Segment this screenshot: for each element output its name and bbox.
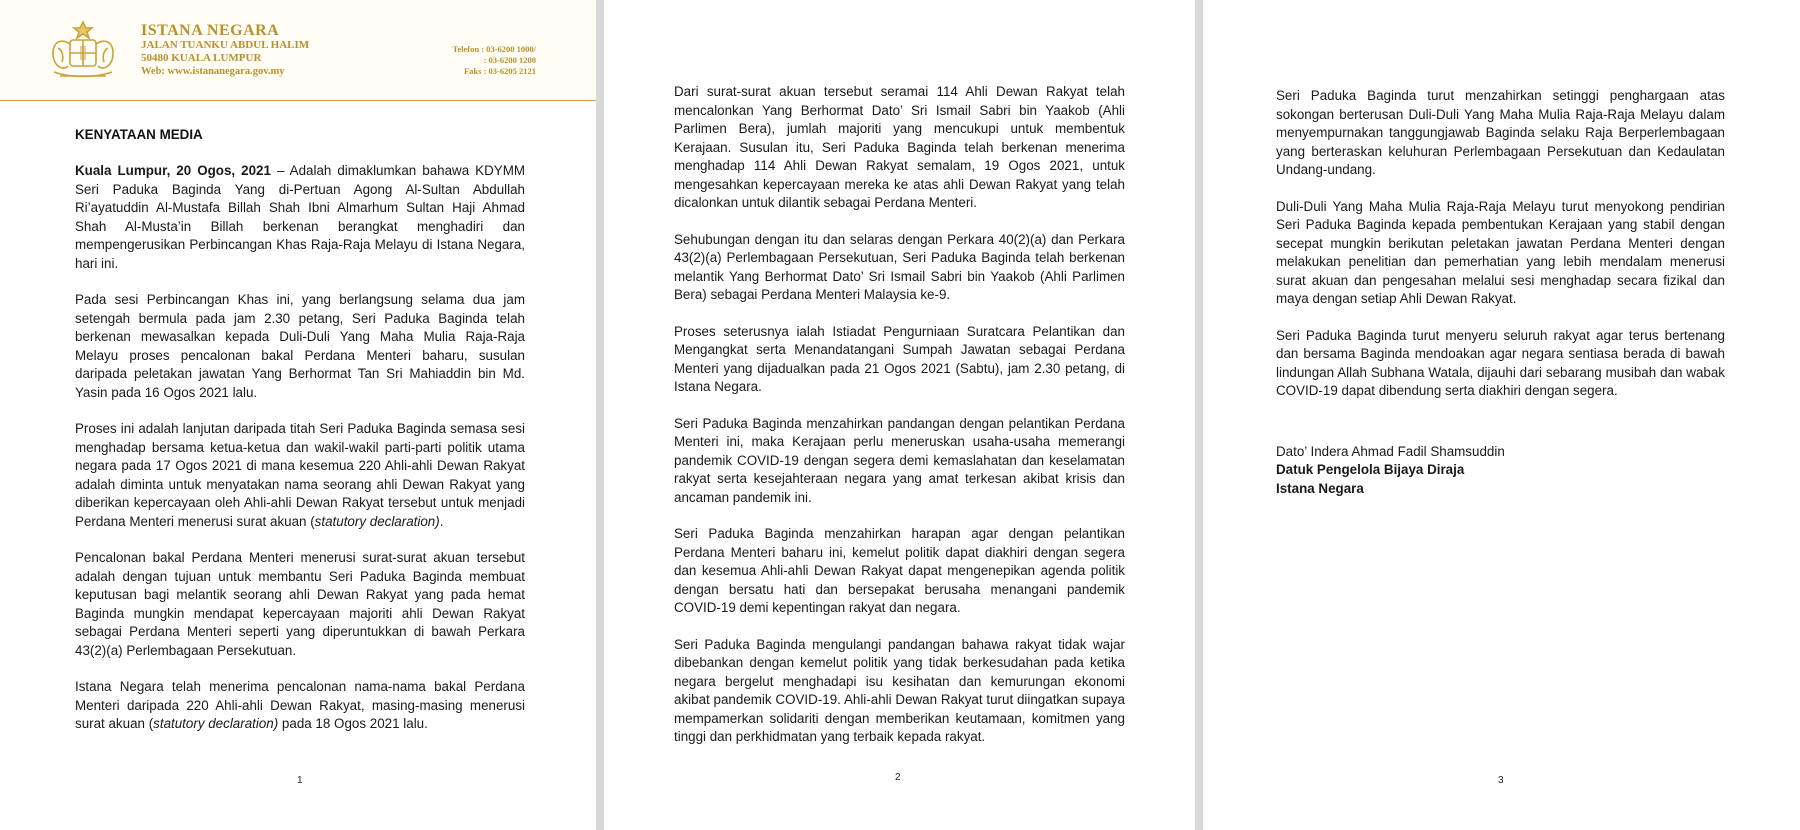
signatory-name: Dato’ Indera Ahmad Fadil Shamsuddin	[1276, 443, 1505, 459]
paragraph: Kuala Lumpur, 20 Ogos, 2021 – Adalah dimaklumkan bahawa KDYMM Seri Paduka Baginda Yang di-Pertuan Agong Al-Sultan Abdullah Ri’ayatuddin Al-Mustafa Billah Shah Ibni Almarhum Sultan Haji Ahmad Shah Al-Musta’in Billah berkenan berangkat menghadiri dan mempengerusikan Perbincangan Khas Raja-Raja Melayu di Istana Negara, hari ini.	[75, 163, 526, 271]
paragraph: Proses ini adalah lanjutan daripada titah Seri Paduka Baginda semasa sesi menghadap bersama ketua-ketua dan wakil-wakil parti-parti politik utama negara pada 17 Ogos 2021 di mana kesemua 220 Ahli-ahli Dewan Rakyat adalah diminta untuk menyatakan nama seorang ahli Dewan Rakyat yang diberikan kepercayaan oleh Ahli-ahli Dewan Rakyat tersebut untuk menjadi Perdana Menteri menerusi surat akuan (statutory declaration).	[75, 421, 525, 529]
paragraph: Pencalonan bakal Perdana Menteri menerusi surat-surat akuan tersebut adalah dengan tujuan untuk membantu Seri Paduka Baginda membuat keputusan bagi melantik seorang ahli Dewan Rakyat yang pada hemat Baginda mungkin mendapat kepercayaan majoriti ahli Dewan Rakyat sebagai Perdana Menteri seperti yang diperuntukkan di bawah Perkara 43(2)(a) Perlembagaan Persekutuan.	[75, 550, 525, 658]
document-page-1	[0, 0, 596, 830]
page-number: 1	[297, 775, 303, 786]
signatory-title: Datuk Pengelola Bijaya Diraja	[1276, 462, 1465, 477]
document-page-2	[604, 0, 1195, 830]
paragraph: Seri Paduka Baginda menzahirkan harapan agar dengan pelantikan Perdana Menteri baharu ini, kemelut politik dapat diakhiri dengan segera dan kesemua Ahli-ahli Dewan Rakyat dapat mengenepikan agenda politik dengan bersatu hati dan bersepakat berusaha menangani pandemik COVID-19 demi kepentingan rakyat dan negara.	[674, 526, 1125, 615]
phone-line-1: Telefon : 03-6200 1000/	[452, 44, 536, 54]
org-name: ISTANA NEGARA	[141, 22, 280, 39]
address-line-1: JALAN TUANKU ABDUL HALIM	[141, 39, 310, 51]
signature-block	[1276, 443, 1725, 499]
paragraph: Sehubungan dengan itu dan selaras dengan Perkara 40(2)(a) dan Perkara 43(2)(a) Perlembagaan Persekutuan, Seri Paduka Baginda telah berkenan melantik Yang Berhormat Dato’ Sri Ismail Sabri bin Yaakob (Ahli Parlimen Bera) sebagai Perdana Menteri Malaysia ke-9.	[674, 231, 1125, 302]
paragraph: Seri Paduka Baginda menzahirkan pandangan dengan pelantikan Perdana Menteri ini, maka Kerajaan perlu meneruskan usaha-usaha memerangi pandemik COVID-19 dengan segera demi kemaslahatan dan keselamatan rakyat serta kesejahteraan negara yang amat terkesan akibat krisis dan ancaman pandemik ini.	[674, 415, 1125, 505]
paragraph: Pada sesi Perbincangan Khas ini, yang berlangsung selama dua jam setengah bermula pada jam 2.30 petang, Seri Paduka Baginda telah berkenan mewasalkan kepada Duli-Duli Yang Maha Mulia Raja-Raja Melayu proses pencalonan bakal Perdana Menteri baharu, susulan daripada peletakan jawatan Yang Berhormat Tan Sri Mahiaddin bin Md. Yasin pada 16 Ogos 2021 lalu.	[75, 292, 525, 400]
page-3-body	[1276, 87, 1725, 498]
royal-crest-icon	[40, 16, 126, 84]
fax-line: Faks : 03-6205 2121	[463, 66, 536, 76]
address-line-2: 50480 KUALA LUMPUR	[141, 52, 262, 64]
phone-line-2: : 03-6200 1200	[483, 55, 536, 65]
letterhead	[0, 0, 596, 101]
document-heading: KENYATAAN MEDIA	[75, 127, 203, 142]
letterhead-address-block	[141, 22, 309, 78]
paragraph: Seri Paduka Baginda turut menzahirkan setinggi penghargaan atas sokongan berterusan Duli-Duli Yang Maha Mulia Raja-Raja Melayu dalam menyempurnakan tanggungjawab Baginda selaku Raja Berperlembagaan yang berteraskan keluhuran Perlembagaan Persekutuan dan Kedaulatan Undang-undang.	[1276, 88, 1725, 177]
paragraph: Duli-Duli Yang Maha Mulia Raja-Raja Melayu turut menyokong pendirian Seri Paduka Baginda kepada pembentukan Kerajaan yang stabil dengan secepat mungkin berikutan peletakan jawatan Perdana Menteri dengan melakukan penelitian dan pemerhatian yang lebih mendalam menerusi surat akuan dan pengesahan melalui sesi menghadap secara fizikal dan maya dengan setiap Ahli Dewan Rakyat.	[1276, 198, 1725, 306]
website-line: Web: www.istananegara.gov.my	[141, 66, 285, 77]
paragraph: Seri Paduka Baginda mengulangi pandangan bahawa rakyat tidak wajar dibebankan dengan kemelut politik yang tidak berkesudahan pada ketika negara bergelut menghadapi isu kesihatan dan kemurungan ekonomi akibat pandemik COVID-19. Ahli-ahli Dewan Rakyat turut diingatkan supaya mempamerkan solidariti dengan memberikan keutamaan, komitmen yang tinggi dan perkhidmatan yang terbaik kepada rakyat.	[674, 636, 1125, 744]
paragraph: Istana Negara telah menerima pencalonan nama-nama bakal Perdana Menteri daripada 220 Ahli-ahli Dewan Rakyat, masing-masing menerusi surat akuan (statutory declaration) pada 18 Ogos 2021 lalu.	[75, 679, 525, 731]
page-number: 2	[895, 772, 901, 783]
paragraph: Proses seterusnya ialah Istiadat Pengurniaan Suratcara Pelantikan dan Mengangkat serta Menandatangani Sumpah Jawatan sebagai Perdana Menteri yang dijadualkan pada 21 Ogos 2021 (Sabtu), jam 2.30 petang, di Istana Negara.	[674, 323, 1125, 394]
signatory-org: Istana Negara	[1276, 480, 1364, 496]
contact-block	[452, 44, 536, 77]
paragraph: Seri Paduka Baginda turut menyeru seluruh rakyat agar terus bertenang dan bersama Baginda mendoakan agar negara sentiasa berada di bawah lindungan Allah Subhana Watala, dijauhi dari sebarang musibah dan wabak COVID-19 dapat dibendung serta diakhiri dengan segera.	[1276, 327, 1725, 398]
page-number: 3	[1498, 775, 1504, 786]
page-2-body	[674, 83, 1125, 765]
document-page-3	[1203, 0, 1800, 830]
dateline: Kuala Lumpur, 20 Ogos, 2021	[75, 163, 271, 178]
paragraph: Dari surat-surat akuan tersebut seramai 114 Ahli Dewan Rakyat telah mencalonkan Yang Berhormat Dato’ Sri Ismail Sabri bin Yaakob (Ahli Parlimen Bera), jumlah majoriti yang mencukupi untuk membentuk Kerajaan. Susulan itu, Seri Paduka Baginda telah berkenan menerima menghadap 114 Ahli Dewan Rakyat semalam, 19 Ogos 2021, untuk mengesahkan kepercayaan mereka ke atas ahli Dewan Rakyat yang telah dicalonkan untuk dilantik sebagai Perdana Menteri.	[674, 84, 1125, 210]
page-1-body	[75, 127, 525, 752]
